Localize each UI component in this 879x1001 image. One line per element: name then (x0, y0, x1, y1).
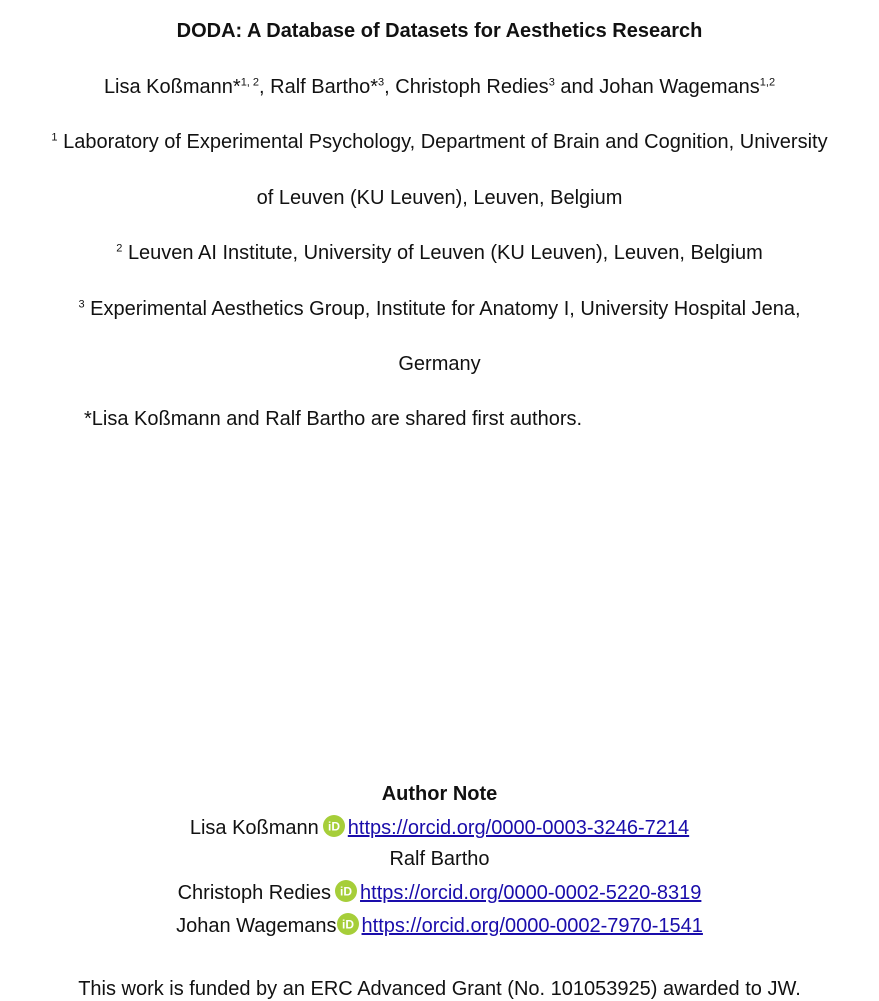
author-note-heading: Author Note (381, 783, 498, 805)
svg-text:iD: iD (340, 884, 353, 899)
author-name: Johan Wagemans (599, 76, 760, 98)
author-affiliation-sup: 1,2 (759, 76, 776, 89)
author-separator: and (554, 76, 600, 98)
orcid-link[interactable]: https://orcid.org/0000-0002-7970-1541 (361, 915, 703, 937)
affiliation-sup: 1 (51, 131, 58, 144)
affiliation-text: Experimental Aesthetics Group, Institute for Anatomy I, University Hospital Jena, (90, 298, 801, 320)
author-affiliation-sup: 3 (548, 76, 555, 89)
affiliation-text: Laboratory of Experimental Psychology, Department of Brain and Cognition, University (63, 131, 828, 153)
paper-title: DODA: A Database of Datasets for Aesthetics Research (176, 20, 703, 42)
orcid-icon (335, 880, 357, 902)
svg-text:iD: iD (327, 819, 340, 834)
affiliation-text: Leuven AI Institute, University of Leuven (KU Leuven), Leuven, Belgium (127, 242, 763, 264)
author-note-name: Christoph Redies (177, 882, 332, 904)
author-note-name: Lisa Koßmann (189, 817, 319, 839)
orcid-link[interactable]: https://orcid.org/0000-0003-3246-7214 (347, 817, 690, 839)
author-note-name: Ralf Bartho (389, 848, 490, 870)
author-line (0, 75, 879, 99)
affiliation-1-line-2 (0, 186, 879, 210)
affiliation-text: Germany (398, 353, 481, 375)
author-separator: , (259, 76, 271, 98)
affiliation-3-line-2 (0, 352, 879, 376)
affiliation-3-line-1 (0, 297, 879, 321)
author-name: Christoph Redies (395, 76, 549, 98)
author-affiliation-sup: 1, 2 (240, 76, 260, 89)
author-affiliation-sup: 3 (378, 76, 385, 89)
author-note-entry (0, 847, 879, 871)
affiliation-sup: 3 (78, 298, 85, 311)
author-name: Lisa Koßmann* (103, 76, 241, 98)
orcid-icon (337, 913, 359, 935)
affiliation-1-line-1 (0, 130, 879, 154)
author-note-entry (0, 913, 879, 938)
orcid-icon (323, 815, 345, 837)
affiliation-text: of Leuven (KU Leuven), Leuven, Belgium (256, 187, 623, 209)
author-separator: , (384, 76, 396, 98)
affiliation-sup: 2 (116, 242, 123, 255)
orcid-link[interactable]: https://orcid.org/0000-0002-5220-8319 (360, 882, 702, 904)
author-note-entry (0, 880, 879, 905)
author-note-entry (0, 815, 879, 840)
funding-statement: This work is funded by an ERC Advanced Grant (No. 101053925) awarded to JW. (78, 978, 801, 1000)
author-note-name: Johan Wagemans (176, 915, 337, 937)
shared-first-authors-note: *Lisa Koßmann and Ralf Bartho are shared first authors. (84, 408, 583, 430)
svg-text:iD: iD (341, 917, 354, 932)
affiliation-2 (0, 241, 879, 265)
author-name: Ralf Bartho* (270, 76, 379, 98)
